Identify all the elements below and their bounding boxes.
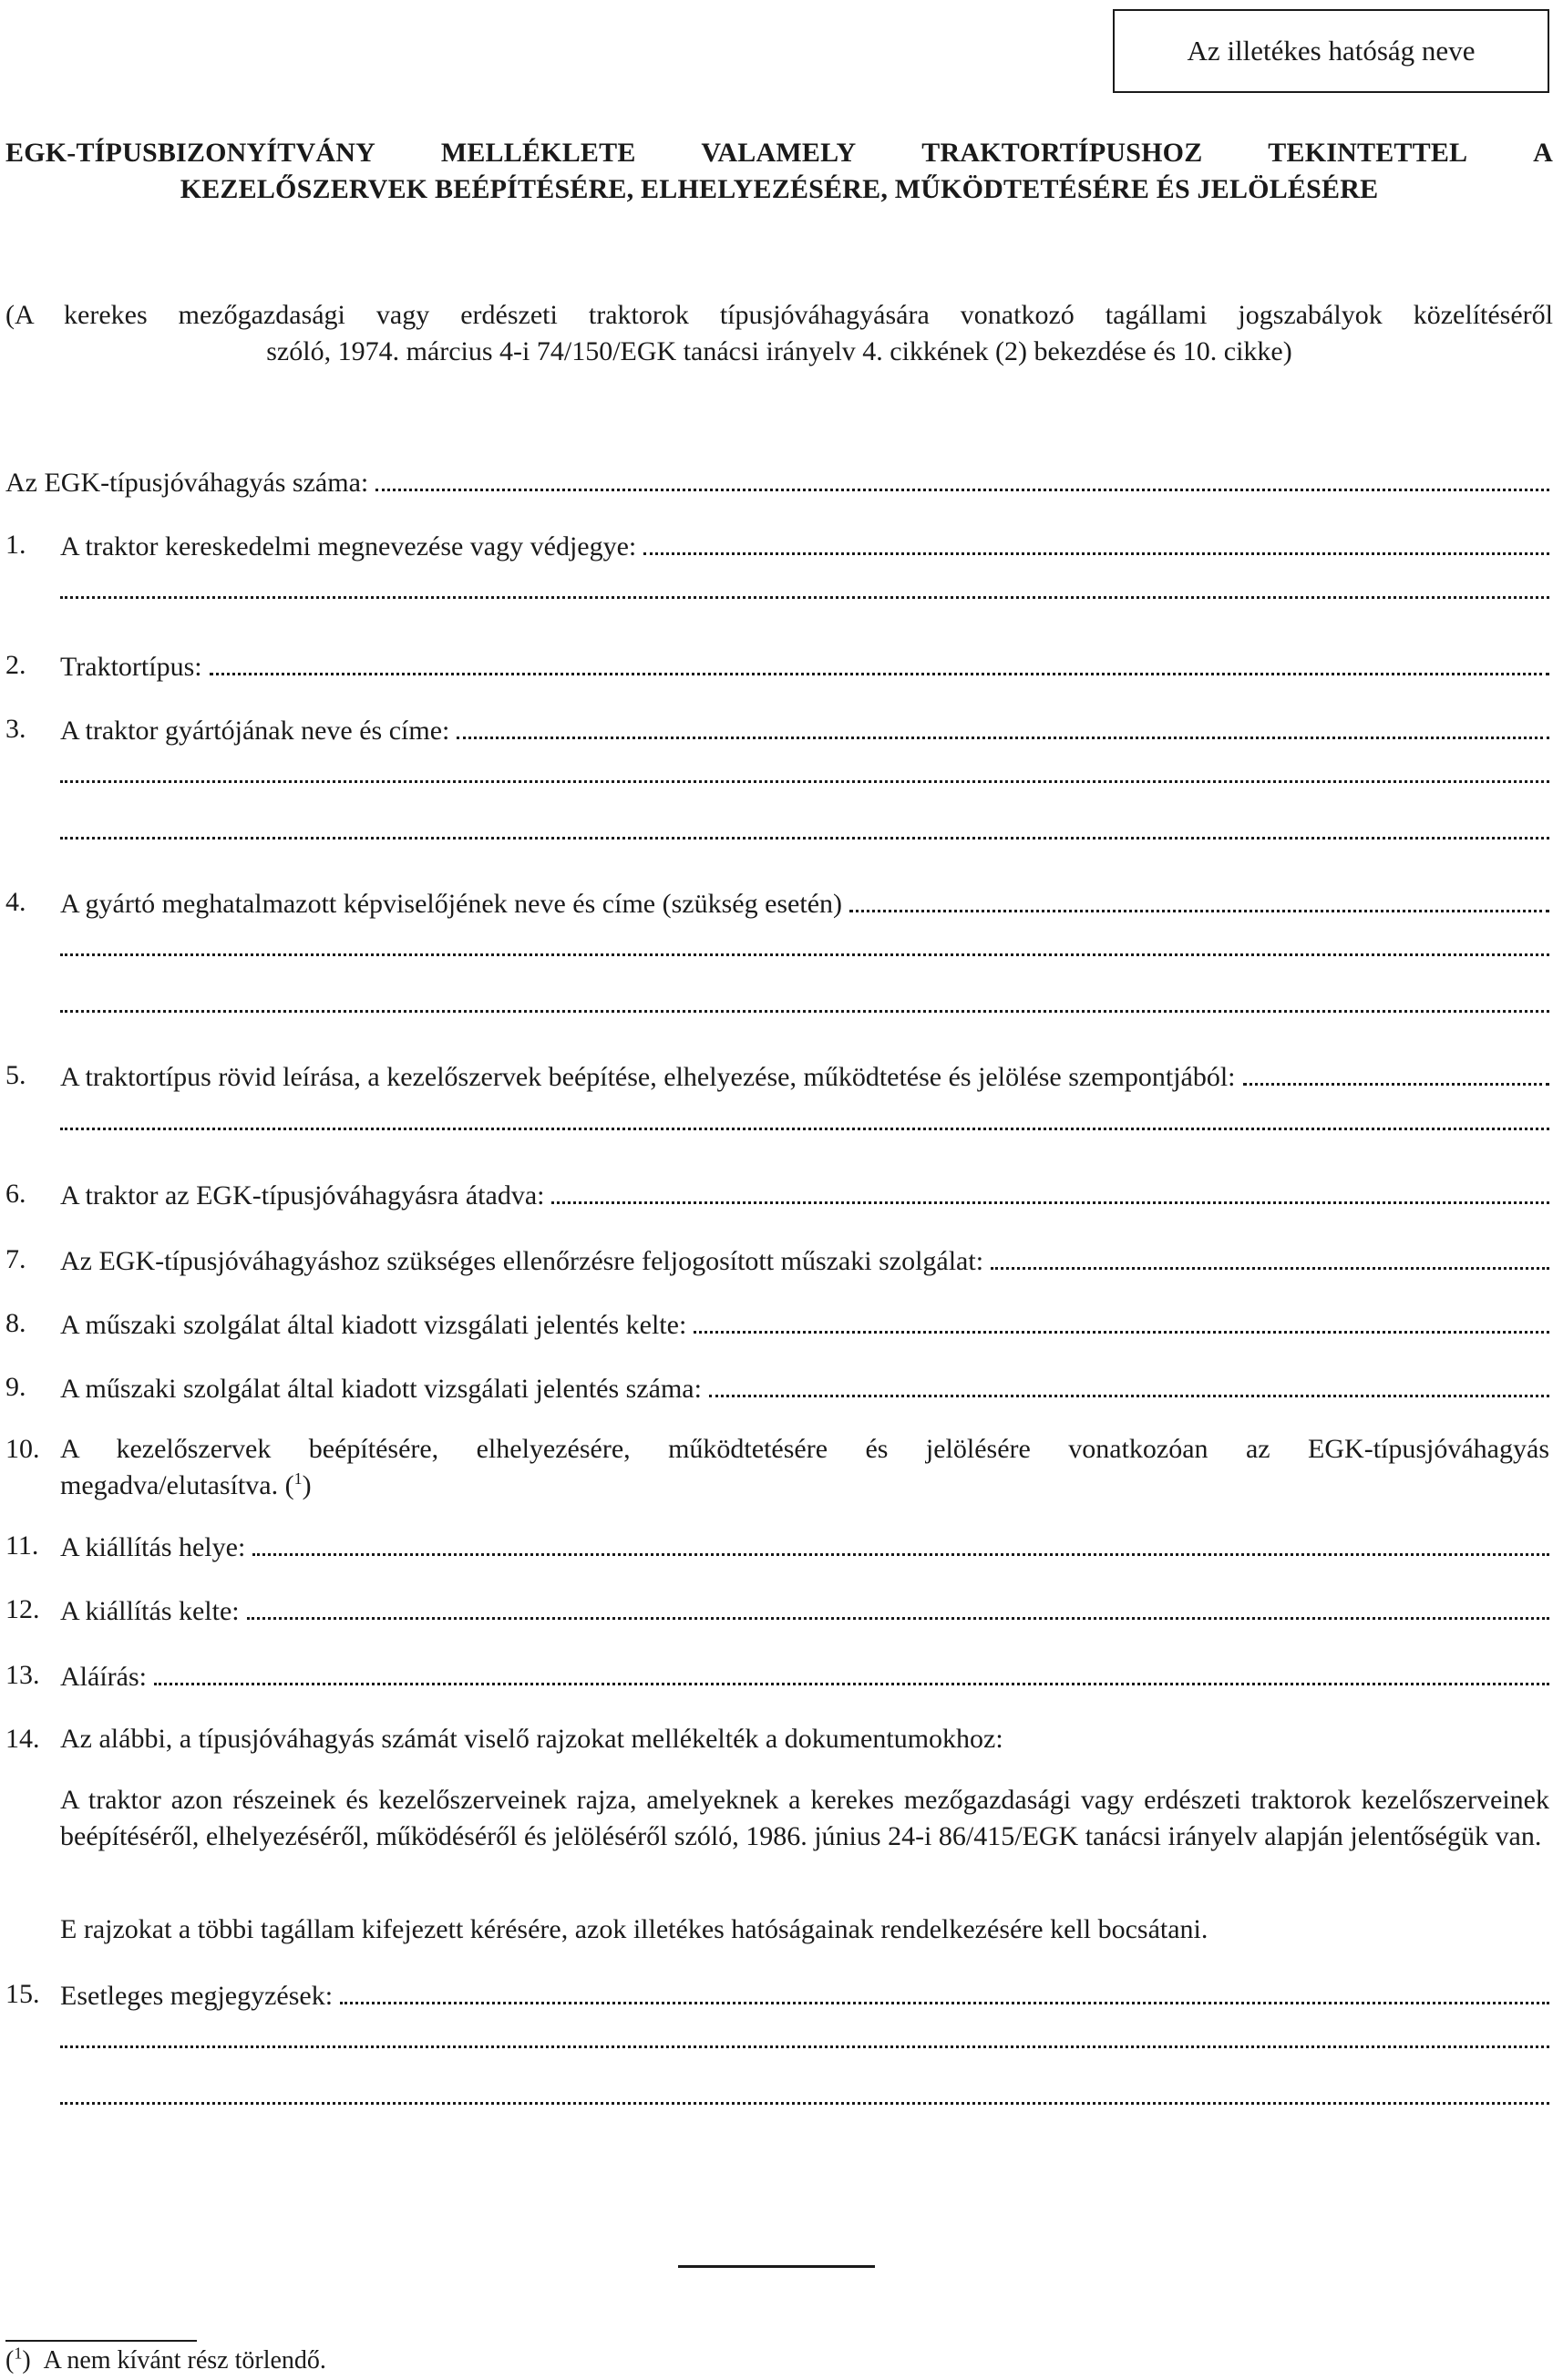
item-number: 8. — [5, 1308, 26, 1338]
trade-name-field[interactable] — [643, 527, 1549, 555]
item-number: 12. — [5, 1594, 40, 1624]
remarks-field[interactable] — [340, 1976, 1549, 2004]
authority-name-box — [1113, 9, 1549, 93]
title-word: VALAMELY — [701, 138, 857, 168]
item-9 — [0, 1369, 1553, 1409]
item-number: 7. — [5, 1244, 26, 1274]
item-10-line-2 — [60, 1468, 1549, 1504]
item-2 — [0, 647, 1553, 687]
issue-place-field[interactable] — [252, 1528, 1549, 1556]
item-6 — [0, 1176, 1553, 1216]
remarks-field-line-3[interactable] — [60, 2099, 1549, 2105]
manufacturer-field-line-2[interactable] — [60, 778, 1549, 783]
tractor-type-field[interactable] — [210, 647, 1549, 675]
approval-number-field[interactable] — [375, 463, 1549, 491]
title-word: TRAKTORTÍPUSHOZ — [921, 138, 1203, 168]
item-number: 9. — [5, 1372, 26, 1402]
signature-field[interactable] — [154, 1657, 1549, 1685]
footnote-ref-close: ) — [302, 1470, 312, 1500]
footnote-number: 1 — [14, 2344, 23, 2363]
item-1-label: A traktor kereskedelmi megnevezése vagy védjegye: — [60, 531, 637, 562]
approval-number-label: Az EGK-típusjóváhagyás száma: — [5, 468, 369, 498]
title-word: TEKINTETTEL — [1268, 138, 1468, 168]
footnote-ref: 1 — [293, 1469, 303, 1488]
subtitle-line-1: (A kerekes mezőgazdasági vagy erdészeti traktorok típusjóváhagyására vonatkozó tagállami jogszabályok közelítéséről — [5, 300, 1553, 330]
item-14-paragraph-1: A traktor azon részeinek és kezelőszerveinek rajza, amelyeknek a kerekes mezőgazdasági vagy erdészeti traktorok kezelőszerveinek beépítéséről, elhelyezéséről, működéséről és jelöléséről szóló, 1986. június 24-i 86/415/EGK tanácsi irányelv alapján jelentőségük van. — [60, 1785, 1549, 1851]
approval-number-row — [0, 463, 1553, 503]
representative-field[interactable] — [849, 884, 1549, 912]
item-14-label: Az alábbi, a típusjóváhagyás számát viselő rajzokat mellékelték a dokumentumokhoz: — [60, 1724, 1003, 1754]
item-6-label: A traktor az EGK-típusjóváhagyásra átadva: — [60, 1180, 545, 1211]
item-11-label: A kiállítás helye: — [60, 1532, 246, 1562]
report-number-field[interactable] — [709, 1369, 1549, 1397]
item-number: 1. — [5, 530, 26, 560]
end-of-form-rule — [678, 2265, 875, 2268]
footnote-separator — [5, 2340, 197, 2342]
footnote-text: A nem kívánt rész törlendő. — [43, 2346, 326, 2375]
document-title — [5, 135, 1553, 208]
item-number: 4. — [5, 887, 26, 917]
item-number: 2. — [5, 650, 26, 680]
item-number: 15. — [5, 1979, 40, 2009]
item-7-label: Az EGK-típusjóváhagyáshoz szükséges ellenőrzésre feljogosított műszaki szolgálat: — [60, 1246, 984, 1276]
item-12 — [0, 1592, 1553, 1632]
item-15-label: Esetleges megjegyzések: — [60, 1981, 334, 2011]
item-number: 13. — [5, 1660, 40, 1690]
item-8-label: A műszaki szolgálat által kiadott vizsgálati jelentés kelte: — [60, 1310, 687, 1340]
item-10-line-1: A kezelőszervek beépítésére, elhelyezésére, működtetésére és jelölésére vonatkozóan az EGK-típusjóváhagyás — [60, 1434, 1549, 1464]
remarks-field-line-2[interactable] — [60, 2043, 1549, 2048]
report-date-field[interactable] — [694, 1305, 1549, 1334]
item-number: 3. — [5, 714, 26, 744]
item-11 — [0, 1528, 1553, 1568]
manufacturer-field[interactable] — [457, 711, 1549, 739]
title-line-2: KEZELŐSZERVEK BEÉPÍTÉSÉRE, ELHELYEZÉSÉRE, MŰKÖDTETÉSÉRE ÉS JELÖLÉSÉRE — [180, 174, 1379, 204]
item-5 — [0, 1057, 1553, 1097]
technical-service-field[interactable] — [991, 1242, 1549, 1270]
approval-status-text: megadva/elutasítva. ( — [60, 1470, 294, 1500]
item-8 — [0, 1305, 1553, 1345]
item-14 — [0, 1721, 1553, 1761]
item-5-label: A traktortípus rövid leírása, a kezelőszervek beépítése, elhelyezése, működtetése és jelölése szempontjából: — [60, 1062, 1236, 1092]
item-number: 11. — [5, 1530, 39, 1561]
manufacturer-field-line-3[interactable] — [60, 834, 1549, 840]
item-12-label: A kiállítás kelte: — [60, 1596, 240, 1626]
item-3-label: A traktor gyártójának neve és címe: — [60, 716, 450, 746]
footnote: ($^1$) A nem kívánt rész törlendő. — [5, 2344, 326, 2375]
item-2-label: Traktortípus: — [60, 652, 202, 682]
title-word: MELLÉKLETE — [440, 138, 636, 168]
description-field[interactable] — [1243, 1057, 1549, 1086]
document-subtitle — [5, 297, 1553, 370]
authority-name-label: Az illetékes hatóság neve — [1187, 35, 1476, 67]
item-7 — [0, 1242, 1553, 1282]
item-15 — [0, 1976, 1553, 2016]
item-number: 5. — [5, 1060, 26, 1090]
description-field-line-2[interactable] — [60, 1125, 1549, 1130]
item-number: 10. — [5, 1434, 40, 1464]
subtitle-line-2: szóló, 1974. március 4-i 74/150/EGK tanácsi irányelv 4. cikkének (2) bekezdése és 10. cikke) — [266, 336, 1292, 366]
item-4-label: A gyártó meghatalmazott képviselőjének neve és címe (szükség esetén) — [60, 889, 843, 919]
issue-date-field[interactable] — [247, 1592, 1549, 1620]
item-9-label: A műszaki szolgálat által kiadott vizsgálati jelentés száma: — [60, 1374, 702, 1404]
trade-name-field-line-2[interactable] — [60, 593, 1549, 599]
title-word: EGK-TÍPUSBIZONYÍTVÁNY — [5, 138, 375, 168]
representative-field-line-3[interactable] — [60, 1007, 1549, 1013]
title-word: A — [1533, 138, 1553, 168]
representative-field-line-2[interactable] — [60, 951, 1549, 956]
item-13-label: Aláírás: — [60, 1662, 147, 1692]
item-3 — [0, 711, 1553, 751]
item-4 — [0, 884, 1553, 924]
item-1 — [0, 527, 1553, 567]
item-13 — [0, 1657, 1553, 1697]
item-10 — [0, 1431, 1553, 1508]
item-14-paragraph-2: E rajzokat a többi tagállam kifejezett kérésére, azok illetékes hatóságainak rendelkezésére kell bocsátani. — [60, 1914, 1208, 1944]
item-number: 14. — [5, 1724, 40, 1754]
item-number: 6. — [5, 1179, 26, 1209]
submission-date-field[interactable] — [551, 1176, 1549, 1204]
